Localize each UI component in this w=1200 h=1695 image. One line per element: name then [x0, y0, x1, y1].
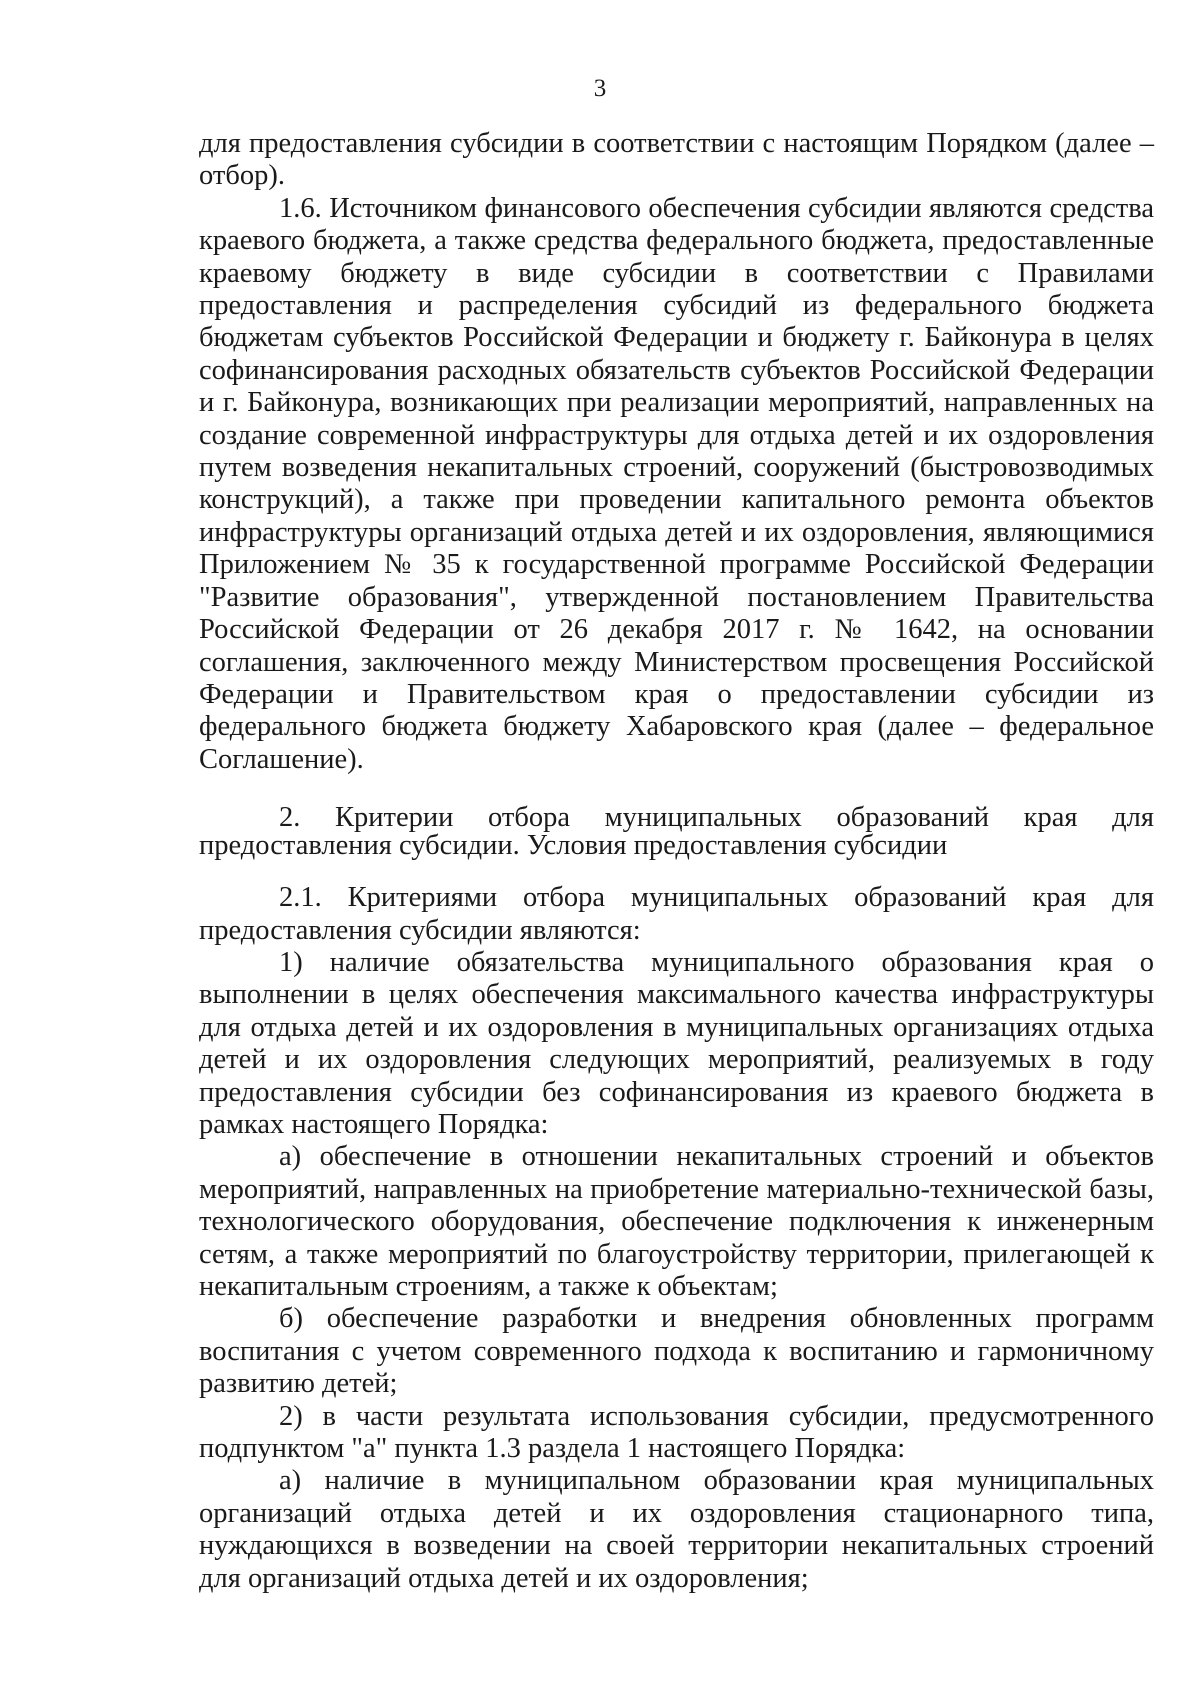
paragraph-item-1b: б) обеспечение разработки и внедрения обновленных программ воспитания с учетом современного подхода к воспитанию и гармоничному развитию детей;	[199, 1303, 1154, 1400]
paragraph-item-2: 2) в части результата использования субсидии, предусмотренного подпунктом "а" пункта 1.3 раздела 1 настоящего Порядка:	[199, 1400, 1154, 1465]
paragraph-continuation: для предоставления субсидии в соответствии с настоящим Порядком (далее – отбор).	[199, 128, 1154, 192]
document-body	[199, 128, 1154, 1595]
page-number: 3	[593, 75, 607, 102]
paragraph-item-1: 1) наличие обязательства муниципального образования края о выполнении в целях обеспечения максимального качества инфраструктуры для отдыха детей и их оздоровления в муниципальных организациях отдыха детей и их оздоровления следующих мероприятий, реализуемых в году предоставления субсидии без софинансирования из краевого бюджета в рамках настоящего Порядка:	[199, 946, 1154, 1140]
paragraph-2-1: 2.1. Критериями отбора муниципальных образований края для предоставления субсидии являются:	[199, 882, 1154, 946]
paragraph-item-2a: а) наличие в муниципальном образовании края муниципальных организаций отдыха детей и их оздоровления стационарного типа, нуждающихся в возведении на своей территории некапитальных строений для организаций отдыха детей и их оздоровления;	[199, 1465, 1154, 1594]
paragraph-1-6: 1.6. Источником финансового обеспечения субсидии являются средства краевого бюджета, а также средства федерального бюджета, предоставленные краевому бюджету в виде субсидии в соответствии с Правилами предоставления и распределения субсидий из федерального бюджета бюджетам субъектов Российской Федерации и бюджету г. Байконура в целях софинансирования расходных обязательств субъектов Российской Федерации и г. Байконура, возникающих при реализации мероприятий, направленных на создание современной инфраструктуры для отдыха детей и их оздоровления путем возведения некапитальных строений, сооружений (быстровозводимых конструкций), а также при проведении капитального ремонта объектов инфраструктуры организаций отдыха детей и их оздоровления, являющимися Приложением № 35 к государственной программе Российской Федерации "Развитие образования", утвержденной постановлением Правительства Российской Федерации от 26 декабря 2017 г. № 1642, на основании соглашения, заключенного между Министерством просвещения Российской Федерации и Правительством края о предоставлении субсидии из федерального бюджета бюджету Хабаровского края (далее – федеральное Соглашение).	[199, 192, 1154, 775]
paragraph-item-1a: а) обеспечение в отношении некапитальных строений и объектов мероприятий, направленных на приобретение материально-технической базы, технологического оборудования, обеспечение подключения к инженерным сетям, а также мероприятий по благоустройству территории, прилегающей к некапитальным строениям, а также к объектам;	[199, 1141, 1154, 1302]
section-heading-2: 2. Критерии отбора муниципальных образований края для предоставления субсидии. Условия предоставления субсидии	[199, 802, 1154, 862]
